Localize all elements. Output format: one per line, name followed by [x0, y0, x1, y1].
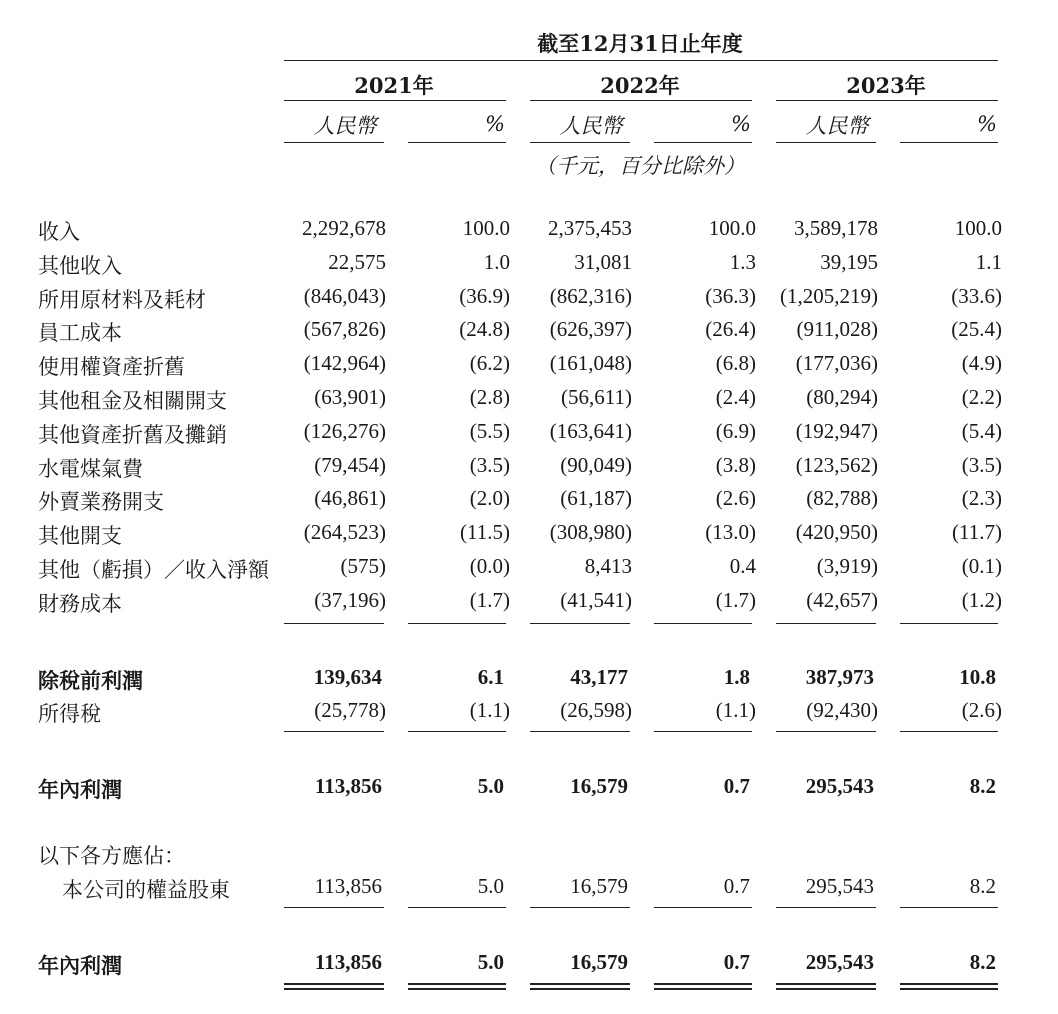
profit-2021-rmb: 113,856 [314, 774, 382, 798]
row-pct-value: (33.6) [951, 284, 1002, 308]
tax-2021-pct: (1.1) [469, 698, 510, 722]
rule [284, 142, 384, 143]
currency-2022: 人民幣 [559, 114, 623, 138]
tax-label: 所得稅 [38, 702, 101, 726]
row-rmb-value: 22,575 [328, 250, 386, 274]
row-pct-value: (4.9) [961, 351, 1002, 375]
row-pct-value: (1.7) [715, 588, 756, 612]
row-rmb-value: (911,028) [796, 317, 878, 341]
pretax-2023-rmb: 387,973 [805, 665, 874, 689]
rule [654, 623, 752, 624]
rule [408, 907, 506, 908]
double-rule [408, 983, 506, 990]
row-pct-value: (6.2) [469, 351, 510, 375]
row-rmb-value: 39,195 [820, 250, 878, 274]
tax-2023-rmb: (92,430) [806, 698, 878, 722]
profit-total-2021-rmb: 113,856 [314, 950, 382, 974]
row-label: 外賣業務開支 [38, 490, 164, 514]
row-rmb-value: (161,048) [549, 351, 632, 375]
row-rmb-value: (264,523) [303, 520, 386, 544]
rule [654, 731, 752, 732]
row-label: 其他收入 [38, 254, 122, 278]
row-rmb-value: (308,980) [549, 520, 632, 544]
profit-2022-rmb: 16,579 [570, 774, 628, 798]
profit-total-2023-pct: 8.2 [969, 950, 996, 974]
row-rmb-value: 31,081 [574, 250, 632, 274]
row-rmb-value: (90,049) [560, 453, 632, 477]
row-rmb-value: (142,964) [303, 351, 386, 375]
row-pct-value: (5.4) [961, 419, 1002, 443]
row-rmb-value: (61,187) [560, 486, 632, 510]
rule [900, 731, 998, 732]
row-pct-value: (26.4) [705, 317, 756, 341]
row-pct-value: 1.1 [975, 250, 1002, 274]
row-rmb-value: (37,196) [314, 588, 386, 612]
row-label: 其他（虧損）／收入淨額 [38, 558, 269, 582]
row-rmb-value: (41,541) [560, 588, 632, 612]
row-label: 其他資產折舊及攤銷 [38, 423, 227, 447]
row-pct-value: (11.7) [952, 520, 1002, 544]
equity-2023-rmb: 295,543 [805, 874, 874, 898]
row-rmb-value: (46,861) [314, 486, 386, 510]
rule [530, 731, 630, 732]
row-rmb-value: (177,036) [795, 351, 878, 375]
row-rmb-value: (567,826) [303, 317, 386, 341]
row-label: 財務成本 [38, 592, 122, 616]
row-pct-value: 100.0 [462, 216, 510, 240]
attributable-label: 以下各方應佔： [38, 844, 185, 868]
year-2023-heading: 2023年 [846, 73, 926, 98]
rule [530, 142, 630, 143]
row-label: 其他租金及相關開支 [38, 389, 227, 413]
row-pct-value: (3.5) [469, 453, 510, 477]
row-pct-value: (36.3) [705, 284, 756, 308]
row-pct-value: (6.8) [715, 351, 756, 375]
row-pct-value: (0.0) [469, 554, 510, 578]
year-2022-heading: 2022年 [600, 73, 680, 98]
pretax-2021-rmb: 139,634 [313, 665, 382, 689]
rule [408, 623, 506, 624]
year-2021-heading: 2021年 [354, 73, 434, 98]
rule [530, 907, 630, 908]
row-pct-value: (25.4) [951, 317, 1002, 341]
rule [654, 142, 752, 143]
rule [284, 623, 384, 624]
profit-total-2022-rmb: 16,579 [570, 950, 628, 974]
unit-note: （千元，百分比除外） [535, 154, 745, 178]
row-rmb-value: (126,276) [303, 419, 386, 443]
profit-2021-pct: 5.0 [477, 774, 504, 798]
row-rmb-value: (862,316) [549, 284, 632, 308]
row-pct-value: (13.0) [705, 520, 756, 544]
double-rule [776, 983, 876, 990]
pct-2021: % [485, 112, 505, 136]
rule [776, 142, 876, 143]
tax-2022-pct: (1.1) [715, 698, 756, 722]
pretax-2022-pct: 1.8 [723, 665, 750, 689]
row-rmb-value: (3,919) [816, 554, 878, 578]
row-pct-value: 1.0 [483, 250, 510, 274]
profit-total-2021-pct: 5.0 [477, 950, 504, 974]
pretax-2023-pct: 10.8 [959, 665, 996, 689]
row-rmb-value: (42,657) [806, 588, 878, 612]
rule [284, 907, 384, 908]
tax-2021-rmb: (25,778) [314, 698, 386, 722]
pct-2022: % [731, 112, 751, 136]
row-pct-value: (36.9) [459, 284, 510, 308]
rule [776, 623, 876, 624]
row-rmb-value: 3,589,178 [794, 216, 878, 240]
row-pct-value: (24.8) [459, 317, 510, 341]
row-rmb-value: (82,788) [806, 486, 878, 510]
profit-total-2022-pct: 0.7 [723, 950, 750, 974]
row-label: 員工成本 [38, 321, 122, 345]
profit-2023-pct: 8.2 [969, 774, 996, 798]
currency-2021: 人民幣 [313, 114, 377, 138]
row-pct-value: (5.5) [469, 419, 510, 443]
equity-2023-pct: 8.2 [969, 874, 996, 898]
row-pct-value: 100.0 [954, 216, 1002, 240]
row-rmb-value: (56,611) [561, 385, 632, 409]
rule [284, 731, 384, 732]
rule [900, 907, 998, 908]
profit-label: 年內利潤 [38, 777, 122, 802]
double-rule [530, 983, 630, 990]
row-pct-value: (3.8) [715, 453, 756, 477]
pct-2023: % [977, 112, 997, 136]
row-label: 收入 [38, 220, 80, 244]
pretax-2021-pct: 6.1 [477, 665, 504, 689]
row-rmb-value: (846,043) [303, 284, 386, 308]
rule [408, 731, 506, 732]
pretax-label: 除稅前利潤 [38, 668, 143, 693]
tax-2023-pct: (2.6) [961, 698, 1002, 722]
row-rmb-value: (626,397) [549, 317, 632, 341]
row-rmb-value: (192,947) [795, 419, 878, 443]
profit-total-label: 年內利潤 [38, 953, 122, 978]
period-rule [284, 60, 998, 61]
rule [900, 623, 998, 624]
row-pct-value: (2.6) [715, 486, 756, 510]
period-heading: 截至12月31日止年度 [537, 31, 743, 56]
rule [408, 142, 506, 143]
double-rule [900, 983, 998, 990]
currency-2023: 人民幣 [805, 114, 869, 138]
double-rule [284, 983, 384, 990]
row-pct-value: (11.5) [460, 520, 510, 544]
row-rmb-value: (79,454) [314, 453, 386, 477]
row-rmb-value: (1,205,219) [780, 284, 878, 308]
row-rmb-value: (420,950) [795, 520, 878, 544]
row-rmb-value: (63,901) [314, 385, 386, 409]
row-rmb-value: 8,413 [584, 554, 632, 578]
row-pct-value: (2.8) [469, 385, 510, 409]
row-pct-value: (2.2) [961, 385, 1002, 409]
equity-2021-rmb: 113,856 [314, 874, 382, 898]
rule [530, 623, 630, 624]
row-rmb-value: (80,294) [806, 385, 878, 409]
rule [654, 907, 752, 908]
row-pct-value: (2.0) [469, 486, 510, 510]
profit-2023-rmb: 295,543 [805, 774, 874, 798]
row-pct-value: 1.3 [729, 250, 756, 274]
row-label: 水電煤氣費 [38, 457, 143, 481]
equity-2022-pct: 0.7 [723, 874, 750, 898]
row-rmb-value: (163,641) [549, 419, 632, 443]
double-rule [654, 983, 752, 990]
row-pct-value: 0.4 [729, 554, 756, 578]
year-2023-rule [776, 100, 998, 101]
tax-2022-rmb: (26,598) [560, 698, 632, 722]
rule [776, 907, 876, 908]
equity-2021-pct: 5.0 [477, 874, 504, 898]
pretax-2022-rmb: 43,177 [570, 665, 628, 689]
row-rmb-value: 2,292,678 [302, 216, 386, 240]
row-rmb-value: (123,562) [795, 453, 878, 477]
row-rmb-value: (575) [340, 554, 386, 578]
row-pct-value: 100.0 [708, 216, 756, 240]
row-label: 其他開支 [38, 524, 122, 548]
profit-2022-pct: 0.7 [723, 774, 750, 798]
row-pct-value: (6.9) [715, 419, 756, 443]
row-rmb-value: 2,375,453 [548, 216, 632, 240]
rule [900, 142, 998, 143]
row-pct-value: (2.3) [961, 486, 1002, 510]
equity-2022-rmb: 16,579 [570, 874, 628, 898]
row-label: 使用權資產折舊 [38, 355, 185, 379]
row-pct-value: (0.1) [961, 554, 1002, 578]
profit-total-2023-rmb: 295,543 [805, 950, 874, 974]
year-2021-rule [284, 100, 506, 101]
row-label: 所用原材料及耗材 [38, 288, 206, 312]
equity-label: 本公司的權益股東 [62, 878, 230, 902]
row-pct-value: (2.4) [715, 385, 756, 409]
row-pct-value: (3.5) [961, 453, 1002, 477]
rule [776, 731, 876, 732]
row-pct-value: (1.2) [961, 588, 1002, 612]
row-pct-value: (1.7) [469, 588, 510, 612]
year-2022-rule [530, 100, 752, 101]
